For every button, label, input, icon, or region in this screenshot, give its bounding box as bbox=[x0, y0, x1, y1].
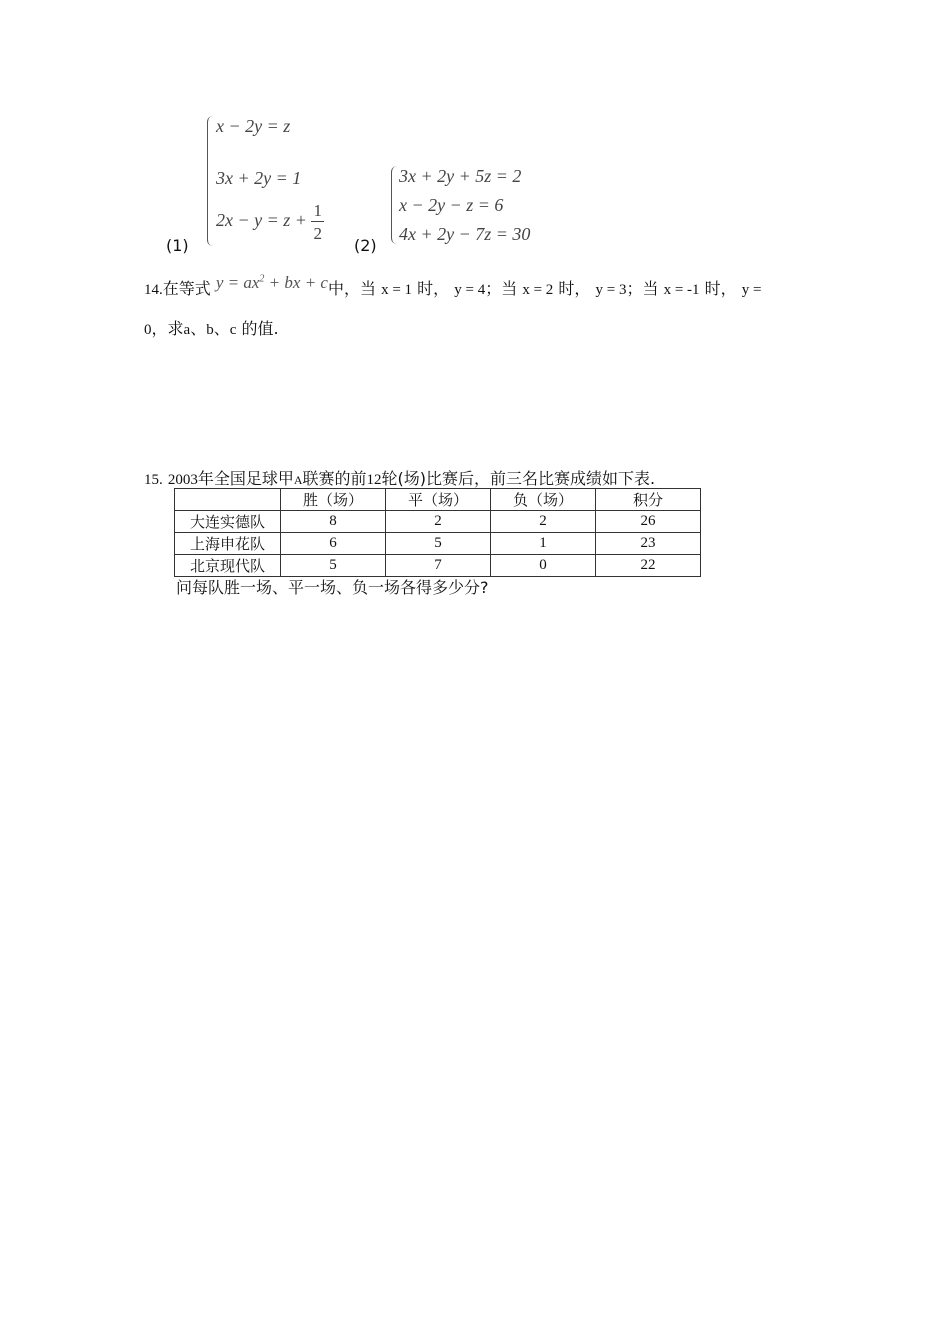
question-15-ask: 问每队胜一场、平一场、负一场各得多少分? bbox=[176, 578, 489, 597]
question-14-formula bbox=[216, 273, 328, 292]
question-14-text-2: 中，当 bbox=[327, 279, 376, 298]
system-2-eq2: x − 2y − z = 6 bbox=[399, 195, 504, 215]
team-name: 大连实德队 bbox=[175, 511, 281, 533]
variable-c: c bbox=[229, 322, 237, 338]
formula-exponent: 2 bbox=[259, 273, 265, 285]
table-header-cell bbox=[175, 489, 281, 511]
condition-5: x = -1 bbox=[663, 282, 700, 298]
standings-table bbox=[174, 488, 701, 577]
table-row bbox=[175, 533, 701, 555]
table-row bbox=[175, 511, 701, 533]
question-14-line-1 bbox=[144, 273, 762, 299]
question-14-ask: ，求 bbox=[151, 319, 184, 338]
table-header-cell: 胜（场） bbox=[281, 489, 386, 511]
table-cell: 7 bbox=[386, 555, 491, 577]
system-1-eq3-fraction bbox=[311, 202, 324, 242]
question-15-number: 15. bbox=[144, 472, 163, 488]
table-header-row bbox=[175, 489, 701, 511]
system-2-eq1: 3x + 2y + 5z = 2 bbox=[399, 166, 522, 186]
system-1-eq3 bbox=[216, 202, 324, 242]
system-1-label: (1) bbox=[166, 236, 189, 255]
question-14-text-3: 时， bbox=[417, 279, 450, 298]
condition-6: y = bbox=[741, 282, 762, 298]
system-1-eq3-prefix: 2x − y = z + bbox=[216, 210, 307, 231]
question-15-intro bbox=[144, 466, 655, 489]
table-cell: 2 bbox=[491, 511, 596, 533]
table-cell: 26 bbox=[596, 511, 701, 533]
table-row bbox=[175, 555, 701, 577]
table-cell: 2 bbox=[386, 511, 491, 533]
question-14-number: 14. bbox=[144, 282, 163, 298]
system-2-label: (2) bbox=[354, 236, 377, 255]
formula-rest: + bx + c bbox=[264, 273, 328, 292]
table-header-cell: 平（场） bbox=[386, 489, 491, 511]
separator: 、 bbox=[213, 319, 230, 338]
table-cell: 5 bbox=[386, 533, 491, 555]
question-14-text-7: 时， bbox=[704, 279, 737, 298]
formula-main: y = ax bbox=[215, 273, 260, 292]
question-15-text-1: 年全国足球甲 bbox=[197, 469, 294, 488]
table-cell: 23 bbox=[596, 533, 701, 555]
system-1-eq2: 3x + 2y = 1 bbox=[216, 168, 302, 188]
condition-2: y = 4 bbox=[454, 282, 486, 298]
variable-a: a bbox=[183, 322, 191, 338]
question-14-text-5: 时， bbox=[558, 279, 591, 298]
question-14-line-2 bbox=[144, 316, 279, 339]
table-cell: 5 bbox=[281, 555, 386, 577]
variable-b: b bbox=[206, 322, 214, 338]
system-2-eq3: 4x + 2y − 7z = 30 bbox=[399, 224, 531, 244]
question-14-text-6: ；当 bbox=[626, 279, 659, 298]
fraction-numerator: 1 bbox=[313, 201, 322, 220]
question-14-text-4: ；当 bbox=[485, 279, 518, 298]
system-1-brace bbox=[207, 116, 216, 246]
table-header-cell: 积分 bbox=[596, 489, 701, 511]
table-cell: 0 bbox=[491, 555, 596, 577]
fraction-denominator: 2 bbox=[313, 224, 322, 243]
system-1-eq1: x − 2y = z bbox=[216, 116, 291, 136]
question-15-letter: A bbox=[293, 473, 303, 487]
table-header-cell: 负（场） bbox=[491, 489, 596, 511]
question-15-text-2: 联赛的前 bbox=[302, 469, 367, 488]
table-cell: 22 bbox=[596, 555, 701, 577]
condition-4: y = 3 bbox=[595, 282, 627, 298]
team-name: 上海申花队 bbox=[175, 533, 281, 555]
table-cell: 6 bbox=[281, 533, 386, 555]
question-14-end: 的值. bbox=[241, 319, 279, 338]
condition-6-value: 0 bbox=[144, 322, 152, 338]
separator: 、 bbox=[190, 319, 207, 338]
table-cell: 8 bbox=[281, 511, 386, 533]
question-15-rounds: 12 bbox=[366, 472, 382, 488]
question-15-text-3: 轮(场)比赛后，前三名比赛成绩如下表. bbox=[381, 469, 656, 488]
team-name: 北京现代队 bbox=[175, 555, 281, 577]
condition-3: x = 2 bbox=[522, 282, 554, 298]
condition-1: x = 1 bbox=[381, 282, 413, 298]
question-15-year: 2003 bbox=[167, 472, 198, 488]
question-14-text-1: 在等式 bbox=[162, 279, 211, 298]
table-cell: 1 bbox=[491, 533, 596, 555]
